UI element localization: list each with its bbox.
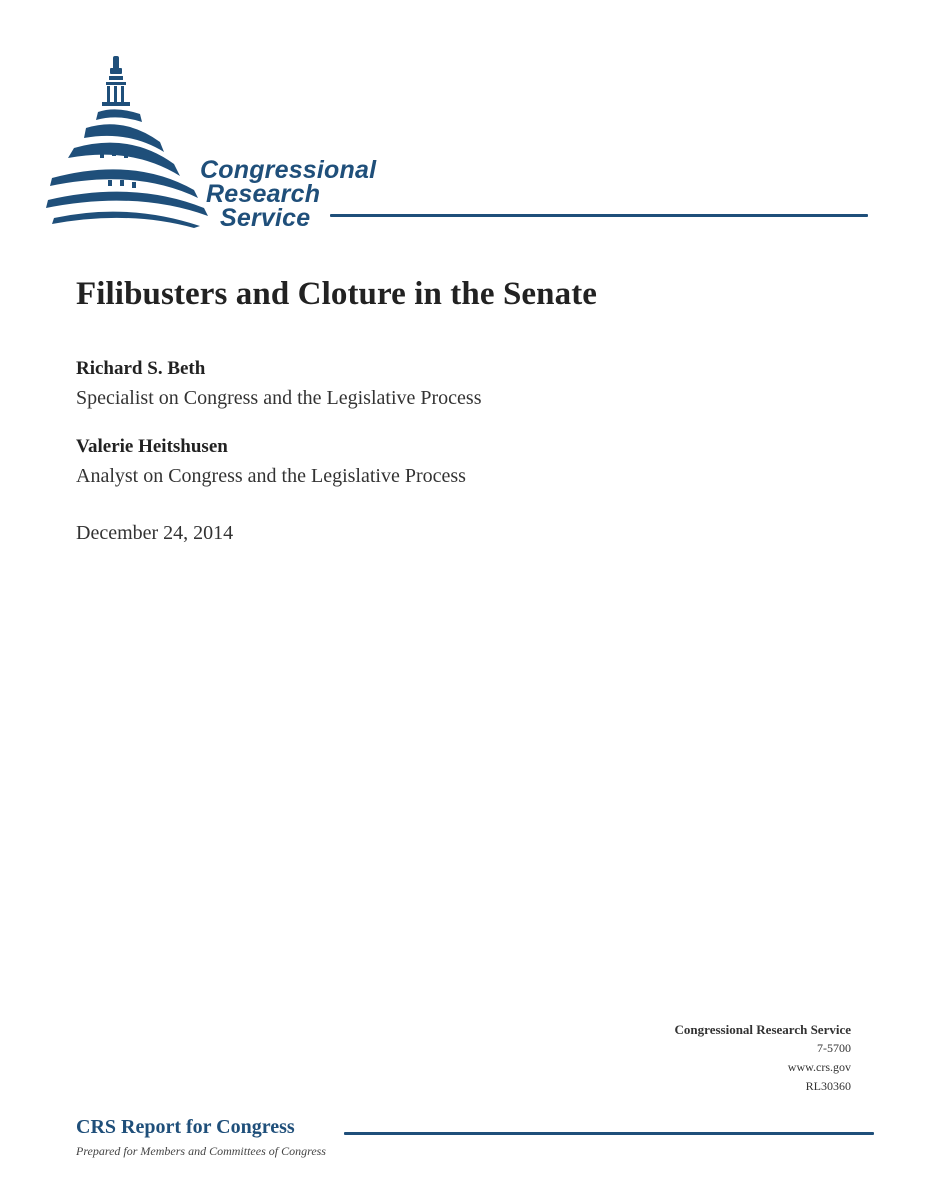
phone-number: 7-5700 bbox=[817, 1041, 851, 1055]
author-role: Specialist on Congress and the Legislative Process bbox=[76, 387, 482, 409]
capitol-dome-icon bbox=[44, 52, 214, 230]
footer-subtitle: Prepared for Members and Committees of Congress bbox=[76, 1144, 326, 1158]
logo-line-service: Service bbox=[220, 204, 311, 232]
report-number: RL30360 bbox=[805, 1079, 851, 1093]
organization-name: Congressional Research Service bbox=[674, 1022, 851, 1037]
footer-divider bbox=[344, 1132, 874, 1135]
website-link[interactable]: www.crs.gov bbox=[787, 1060, 851, 1074]
author-name: Valerie Heitshusen bbox=[76, 436, 228, 457]
document-date: December 24, 2014 bbox=[76, 522, 234, 544]
logo-line-congressional: Congressional bbox=[200, 156, 377, 184]
author-name: Richard S. Beth bbox=[76, 358, 206, 379]
logo-wordmark bbox=[200, 158, 376, 230]
author-role: Analyst on Congress and the Legislative Process bbox=[76, 465, 466, 487]
report-info-block bbox=[675, 1020, 851, 1096]
document-title: Filibusters and Cloture in the Senate bbox=[76, 276, 598, 312]
header-divider bbox=[330, 214, 868, 217]
footer-title: CRS Report for Congress bbox=[76, 1116, 295, 1138]
logo-line-research: Research bbox=[206, 180, 321, 208]
